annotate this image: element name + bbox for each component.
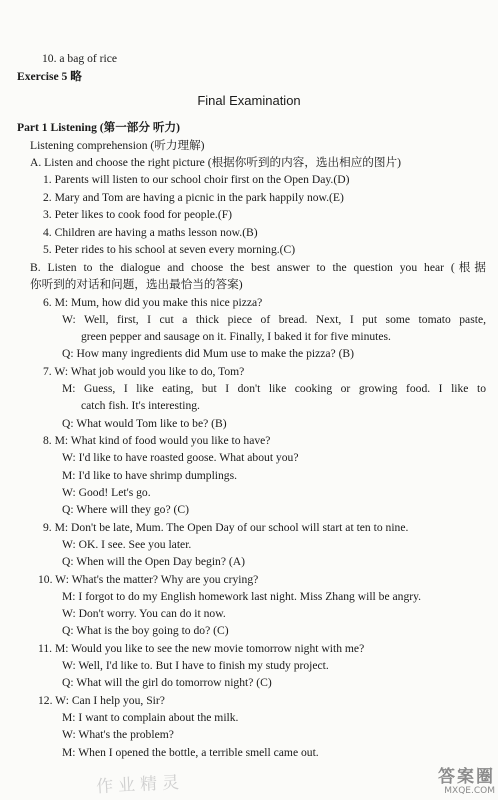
section-title: Final Examination: [197, 93, 301, 108]
text-line: Q: What would Tom like to be? (B): [62, 417, 227, 430]
text-line: M: When I opened the bottle, a terrible smell came out.: [62, 746, 319, 759]
text-line: W: Don't worry. You can do it now.: [62, 607, 226, 620]
text-line: 9. M: Don't be late, Mum. The Open Day of our school will start at ten to nine.: [43, 521, 409, 534]
text-line: catch fish. It's interesting.: [81, 399, 200, 412]
text-line: W: I'd like to have roasted goose. What about you?: [62, 451, 299, 464]
logo-url: MXQE.COM: [444, 786, 495, 796]
text-line: 4. Children are having a maths lesson now.(B): [43, 226, 258, 239]
text-line: Part 1 Listening (第一部分 听力): [17, 121, 180, 134]
text-line: 12. W: Can I help you, Sir?: [38, 694, 165, 707]
text-line: M: I'd like to have shrimp dumplings.: [62, 469, 238, 482]
text-line: M: Guess, I like eating, but I don't like cooking or growing food. I like to: [62, 382, 486, 395]
text-line: 5. Peter rides to his school at seven every morning.(C): [43, 243, 296, 256]
text-line: 10. W: What's the matter? Why are you crying?: [38, 573, 259, 586]
text-line: 你听到的对话和问题，选出最恰当的答案): [30, 278, 243, 291]
text-line: Q: When will the Open Day begin? (A): [62, 555, 245, 568]
text-line: 8. M: What kind of food would you like to have?: [43, 434, 271, 447]
text-line: 11. M: Would you like to see the new movie tomorrow night with me?: [38, 642, 365, 655]
text-line: W: Well, first, I cut a thick piece of bread. Next, I put some tomato paste,: [62, 313, 486, 326]
text-line: Q: Where will they go? (C): [62, 503, 189, 516]
text-line: 6. M: Mum, how did you make this nice pizza?: [43, 296, 263, 309]
logo-text: 答案圈: [438, 767, 495, 787]
text-line: 7. W: What job would you like to do, Tom?: [43, 365, 245, 378]
watermark: 作业精灵: [95, 772, 185, 798]
text-line: W: OK. I see. See you later.: [62, 538, 192, 551]
text-line: Exercise 5 略: [17, 70, 82, 83]
text-line: W: Good! Let's go.: [62, 486, 151, 499]
text-line: Q: What will the girl do tomorrow night? (C): [62, 676, 272, 689]
text-line: Q: How many ingredients did Mum use to make the pizza? (B): [62, 347, 355, 360]
text-line: 1. Parents will listen to our school choir first on the Open Day.(D): [43, 173, 350, 186]
text-line: green pepper and sausage on it. Finally, I baked it for five minutes.: [81, 330, 391, 343]
text-line: M: I want to complain about the milk.: [62, 711, 239, 724]
corner-logo: [438, 769, 495, 796]
text-line: Listening comprehension (听力理解): [30, 139, 205, 152]
text-line: M: I forgot to do my English homework last night. Miss Zhang will be angry.: [62, 590, 422, 603]
text-line: B. Listen to the dialogue and choose the best answer to the question you hear (根据: [30, 261, 486, 274]
text-line: W: What's the problem?: [62, 728, 174, 741]
text-line: W: Well, I'd like to. But I have to finish my study project.: [62, 659, 329, 672]
text-line: 3. Peter likes to cook food for people.(F): [43, 208, 232, 221]
text-line: A. Listen and choose the right picture (根据你听到的内容，选出相应的图片): [30, 156, 401, 169]
text-line: Q: What is the boy going to do? (C): [62, 624, 229, 637]
text-line: 10. a bag of rice: [42, 52, 118, 65]
text-line: 2. Mary and Tom are having a picnic in the park happily now.(E): [43, 191, 344, 204]
